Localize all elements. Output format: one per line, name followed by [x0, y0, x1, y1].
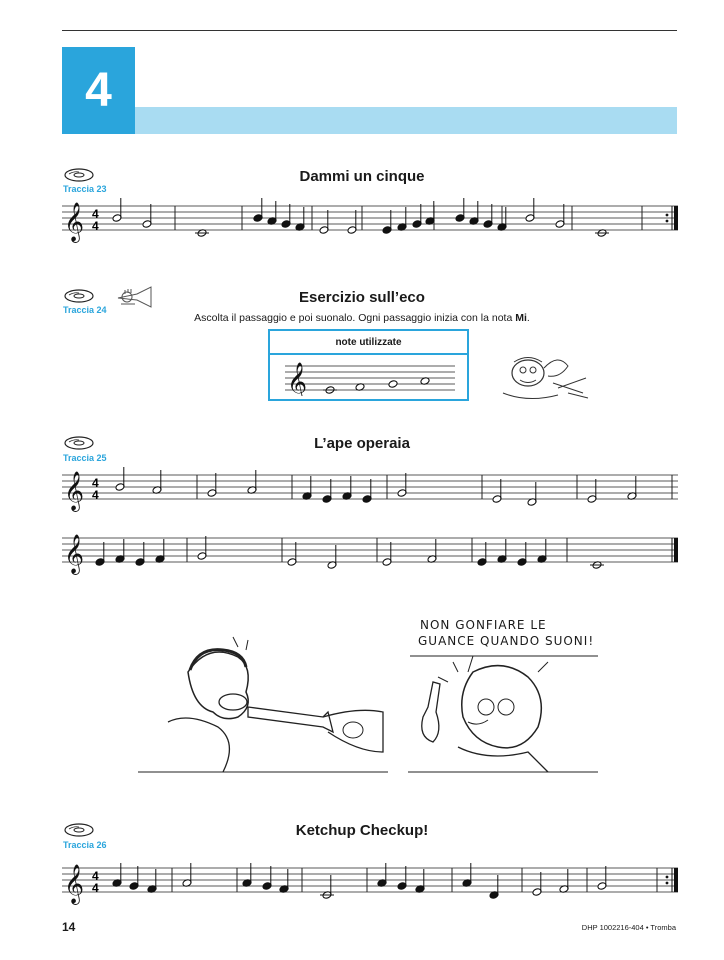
staff-3a: [62, 467, 678, 517]
track-label: Traccia 23: [63, 184, 107, 194]
staff-3b: [62, 530, 678, 580]
track-label: Traccia 24: [63, 305, 107, 315]
treble-clef-icon: 𝄞: [64, 471, 85, 511]
speech-line-2: GUANCE QUANDO SUONI!: [418, 634, 595, 648]
chapter-band: [135, 107, 677, 134]
section-title: Ketchup Checkup!: [295, 822, 429, 839]
section-title: Esercizio sull’eco: [299, 289, 425, 306]
section-title: L’ape operaia: [314, 435, 410, 452]
top-rule: [62, 30, 677, 31]
svg-text:4: 4: [92, 488, 99, 502]
page-number: 14: [62, 920, 76, 934]
section-title: Dammi un cinque: [299, 168, 425, 185]
staff-1: [62, 198, 678, 248]
track-label: Traccia 26: [63, 840, 107, 850]
footer-code: DHP 1002216-404 • Tromba: [581, 923, 676, 932]
svg-text:4: 4: [92, 881, 99, 895]
treble-clef-icon: 𝄞: [64, 534, 85, 574]
svg-text:4: 4: [92, 207, 99, 221]
staff-4: [62, 860, 678, 910]
svg-text:4: 4: [92, 476, 99, 490]
svg-text:4: 4: [92, 219, 99, 233]
treble-clef-icon: 𝄞: [64, 864, 85, 904]
treble-clef-icon: 𝄞: [64, 202, 85, 242]
speech-line-1: NON GONFIARE LE: [420, 618, 547, 632]
chapter-number: 4: [85, 64, 112, 117]
notes-box-title: note utilizzate: [270, 331, 467, 355]
notes-staff: [285, 360, 455, 401]
svg-text:4: 4: [92, 869, 99, 883]
track-label: Traccia 25: [63, 453, 107, 463]
treble-clef-icon: 𝄞: [287, 362, 308, 396]
instruction-text: Ascolta il passaggio e poi suonalo. Ogni passaggio inizia con la nota Mi.: [194, 312, 530, 324]
conductor-drawing: [498, 348, 593, 403]
